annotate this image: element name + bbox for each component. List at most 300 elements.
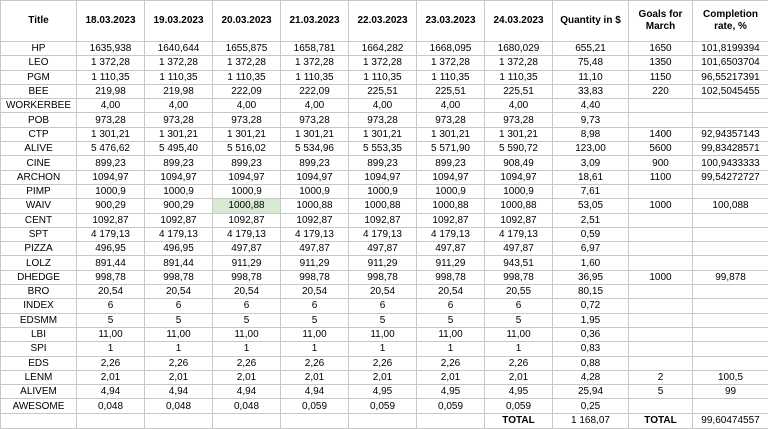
cell-date[interactable]: 4 179,13 <box>417 227 485 241</box>
cell-completion[interactable] <box>693 313 768 327</box>
cell-quantity[interactable]: 0,72 <box>553 299 629 313</box>
cell-date[interactable]: 891,44 <box>77 256 145 270</box>
cell-date[interactable]: 2,26 <box>349 356 417 370</box>
row-title[interactable]: HP <box>1 42 77 56</box>
cell-date[interactable]: 6 <box>145 299 213 313</box>
cell-date[interactable]: 0,048 <box>77 399 145 413</box>
cell-goal[interactable] <box>629 113 693 127</box>
row-title[interactable]: SPI <box>1 342 77 356</box>
cell-goal[interactable]: 1650 <box>629 42 693 56</box>
cell-date[interactable]: 1 <box>213 342 281 356</box>
cell-date[interactable]: 1000,88 <box>417 199 485 213</box>
cell-date[interactable]: 2,01 <box>145 370 213 384</box>
cell-date[interactable]: 943,51 <box>485 256 553 270</box>
cell-completion[interactable] <box>693 399 768 413</box>
cell-date[interactable]: 1 301,21 <box>77 127 145 141</box>
cell-date[interactable]: 2,26 <box>77 356 145 370</box>
cell-date[interactable]: 11,00 <box>349 327 417 341</box>
total-label-2[interactable]: TOTAL <box>629 413 693 428</box>
cell-date[interactable]: 1 110,35 <box>485 70 553 84</box>
cell-quantity[interactable]: 25,94 <box>553 385 629 399</box>
cell-date[interactable]: 11,00 <box>77 327 145 341</box>
cell-date[interactable]: 1092,87 <box>281 213 349 227</box>
header-date[interactable]: 22.03.2023 <box>349 1 417 42</box>
cell-date[interactable]: 899,23 <box>77 156 145 170</box>
cell-goal[interactable] <box>629 285 693 299</box>
cell-date[interactable]: 1000,9 <box>485 184 553 198</box>
cell-goal[interactable] <box>629 399 693 413</box>
row-title[interactable]: LEO <box>1 56 77 70</box>
header-date[interactable]: 21.03.2023 <box>281 1 349 42</box>
cell-quantity[interactable]: 0,59 <box>553 227 629 241</box>
total-cell-empty[interactable] <box>145 413 213 428</box>
row-title[interactable]: AWESOME <box>1 399 77 413</box>
cell-completion[interactable] <box>693 256 768 270</box>
cell-quantity[interactable]: 3,09 <box>553 156 629 170</box>
row-title[interactable]: INDEX <box>1 299 77 313</box>
cell-completion[interactable] <box>693 299 768 313</box>
cell-date[interactable]: 973,28 <box>281 113 349 127</box>
cell-quantity[interactable]: 8,98 <box>553 127 629 141</box>
cell-date[interactable]: 496,95 <box>145 242 213 256</box>
cell-date[interactable]: 1000,88 <box>213 199 281 213</box>
cell-date[interactable]: 1092,87 <box>485 213 553 227</box>
cell-date[interactable]: 225,51 <box>349 84 417 98</box>
cell-goal[interactable] <box>629 213 693 227</box>
cell-date[interactable]: 1 110,35 <box>349 70 417 84</box>
row-title[interactable]: PGM <box>1 70 77 84</box>
cell-date[interactable]: 1000,88 <box>485 199 553 213</box>
cell-date[interactable]: 911,29 <box>417 256 485 270</box>
cell-completion[interactable]: 96,55217391 <box>693 70 768 84</box>
cell-goal[interactable] <box>629 99 693 113</box>
cell-quantity[interactable]: 0,25 <box>553 399 629 413</box>
cell-date[interactable]: 222,09 <box>213 84 281 98</box>
header-date[interactable]: 18.03.2023 <box>77 1 145 42</box>
cell-quantity[interactable]: 80,15 <box>553 285 629 299</box>
cell-date[interactable]: 1 301,21 <box>281 127 349 141</box>
cell-goal[interactable]: 1150 <box>629 70 693 84</box>
cell-date[interactable]: 4,94 <box>77 385 145 399</box>
cell-goal[interactable] <box>629 356 693 370</box>
total-cell-empty[interactable] <box>281 413 349 428</box>
cell-date[interactable]: 1664,282 <box>349 42 417 56</box>
cell-date[interactable]: 911,29 <box>281 256 349 270</box>
cell-completion[interactable] <box>693 342 768 356</box>
cell-date[interactable]: 4,94 <box>145 385 213 399</box>
cell-date[interactable]: 5 <box>349 313 417 327</box>
cell-date[interactable]: 4,95 <box>417 385 485 399</box>
cell-date[interactable]: 1 301,21 <box>213 127 281 141</box>
cell-date[interactable]: 1655,875 <box>213 42 281 56</box>
cell-quantity[interactable]: 53,05 <box>553 199 629 213</box>
cell-date[interactable]: 4,00 <box>77 99 145 113</box>
cell-goal[interactable] <box>629 184 693 198</box>
cell-quantity[interactable]: 7,61 <box>553 184 629 198</box>
row-title[interactable]: WAIV <box>1 199 77 213</box>
cell-date[interactable]: 4,00 <box>485 99 553 113</box>
cell-date[interactable]: 1094,97 <box>417 170 485 184</box>
total-cell-empty[interactable] <box>417 413 485 428</box>
cell-date[interactable]: 1668,095 <box>417 42 485 56</box>
cell-completion[interactable] <box>693 285 768 299</box>
cell-date[interactable]: 11,00 <box>281 327 349 341</box>
cell-date[interactable]: 1000,9 <box>417 184 485 198</box>
cell-quantity[interactable]: 2,51 <box>553 213 629 227</box>
total-completion[interactable]: 99,60474557 <box>693 413 768 428</box>
cell-date[interactable]: 1092,87 <box>77 213 145 227</box>
cell-date[interactable]: 5 476,62 <box>77 142 145 156</box>
cell-date[interactable]: 219,98 <box>145 84 213 98</box>
cell-date[interactable]: 225,51 <box>417 84 485 98</box>
total-cell-empty[interactable] <box>77 413 145 428</box>
cell-date[interactable]: 1 110,35 <box>213 70 281 84</box>
cell-completion[interactable]: 101,8199394 <box>693 42 768 56</box>
cell-date[interactable]: 5 516,02 <box>213 142 281 156</box>
cell-date[interactable]: 4 179,13 <box>213 227 281 241</box>
cell-quantity[interactable]: 33,83 <box>553 84 629 98</box>
cell-date[interactable]: 899,23 <box>145 156 213 170</box>
cell-completion[interactable] <box>693 356 768 370</box>
cell-date[interactable]: 908,49 <box>485 156 553 170</box>
cell-date[interactable]: 891,44 <box>145 256 213 270</box>
cell-goal[interactable]: 900 <box>629 156 693 170</box>
cell-completion[interactable]: 102,5045455 <box>693 84 768 98</box>
cell-date[interactable]: 973,28 <box>485 113 553 127</box>
cell-date[interactable]: 5 <box>417 313 485 327</box>
cell-goal[interactable] <box>629 256 693 270</box>
cell-quantity[interactable]: 18,61 <box>553 170 629 184</box>
cell-date[interactable]: 5 590,72 <box>485 142 553 156</box>
cell-date[interactable]: 973,28 <box>349 113 417 127</box>
row-title[interactable]: LENM <box>1 370 77 384</box>
cell-date[interactable]: 1 <box>485 342 553 356</box>
cell-date[interactable]: 20,55 <box>485 285 553 299</box>
cell-date[interactable]: 5 <box>281 313 349 327</box>
cell-date[interactable]: 1 372,28 <box>485 56 553 70</box>
cell-date[interactable]: 2,26 <box>213 356 281 370</box>
total-quantity[interactable]: 1 168,07 <box>553 413 629 428</box>
cell-date[interactable]: 4 179,13 <box>485 227 553 241</box>
cell-date[interactable]: 1 301,21 <box>349 127 417 141</box>
cell-date[interactable]: 5 534,96 <box>281 142 349 156</box>
cell-date[interactable]: 899,23 <box>281 156 349 170</box>
cell-date[interactable]: 1 301,21 <box>485 127 553 141</box>
cell-date[interactable]: 1 <box>77 342 145 356</box>
cell-date[interactable]: 5 <box>77 313 145 327</box>
cell-date[interactable]: 4 179,13 <box>349 227 417 241</box>
cell-date[interactable]: 20,54 <box>145 285 213 299</box>
cell-date[interactable]: 1000,9 <box>281 184 349 198</box>
cell-date[interactable]: 6 <box>349 299 417 313</box>
cell-date[interactable]: 1092,87 <box>417 213 485 227</box>
cell-date[interactable]: 5 <box>213 313 281 327</box>
cell-date[interactable]: 1094,97 <box>349 170 417 184</box>
row-title[interactable]: POB <box>1 113 77 127</box>
cell-quantity[interactable]: 9,73 <box>553 113 629 127</box>
cell-quantity[interactable]: 655,21 <box>553 42 629 56</box>
cell-completion[interactable] <box>693 184 768 198</box>
cell-date[interactable]: 1680,029 <box>485 42 553 56</box>
cell-date[interactable]: 1000,9 <box>213 184 281 198</box>
cell-date[interactable]: 998,78 <box>213 270 281 284</box>
cell-completion[interactable] <box>693 327 768 341</box>
cell-quantity[interactable]: 6,97 <box>553 242 629 256</box>
total-cell-empty[interactable] <box>1 413 77 428</box>
cell-date[interactable]: 4,00 <box>417 99 485 113</box>
cell-goal[interactable] <box>629 327 693 341</box>
cell-date[interactable]: 497,87 <box>281 242 349 256</box>
total-label[interactable]: TOTAL <box>485 413 553 428</box>
cell-date[interactable]: 11,00 <box>213 327 281 341</box>
cell-date[interactable]: 4,94 <box>281 385 349 399</box>
row-title[interactable]: BEE <box>1 84 77 98</box>
cell-date[interactable]: 4,00 <box>213 99 281 113</box>
cell-date[interactable]: 2,26 <box>417 356 485 370</box>
row-title[interactable]: ALIVEM <box>1 385 77 399</box>
cell-date[interactable]: 5 <box>145 313 213 327</box>
cell-date[interactable]: 11,00 <box>417 327 485 341</box>
cell-goal[interactable]: 2 <box>629 370 693 384</box>
cell-date[interactable]: 1094,97 <box>77 170 145 184</box>
header-date[interactable]: 19.03.2023 <box>145 1 213 42</box>
cell-completion[interactable]: 99,54272727 <box>693 170 768 184</box>
cell-date[interactable]: 1 372,28 <box>145 56 213 70</box>
cell-date[interactable]: 900,29 <box>145 199 213 213</box>
cell-date[interactable]: 998,78 <box>485 270 553 284</box>
cell-date[interactable]: 6 <box>213 299 281 313</box>
cell-date[interactable]: 497,87 <box>485 242 553 256</box>
cell-date[interactable]: 4,00 <box>145 99 213 113</box>
cell-date[interactable]: 4,00 <box>281 99 349 113</box>
cell-date[interactable]: 4,94 <box>213 385 281 399</box>
row-title[interactable]: ALIVE <box>1 142 77 156</box>
cell-date[interactable]: 0,048 <box>213 399 281 413</box>
row-title[interactable]: LOLZ <box>1 256 77 270</box>
cell-goal[interactable] <box>629 342 693 356</box>
cell-date[interactable]: 0,059 <box>349 399 417 413</box>
cell-completion[interactable]: 99,878 <box>693 270 768 284</box>
cell-goal[interactable] <box>629 299 693 313</box>
cell-date[interactable]: 899,23 <box>213 156 281 170</box>
cell-goal[interactable]: 1350 <box>629 56 693 70</box>
cell-date[interactable]: 1 110,35 <box>417 70 485 84</box>
row-title[interactable]: LBI <box>1 327 77 341</box>
row-title[interactable]: DHEDGE <box>1 270 77 284</box>
cell-quantity[interactable]: 0,36 <box>553 327 629 341</box>
cell-quantity[interactable]: 1,95 <box>553 313 629 327</box>
cell-date[interactable]: 2,01 <box>281 370 349 384</box>
cell-date[interactable]: 1094,97 <box>145 170 213 184</box>
cell-completion[interactable] <box>693 227 768 241</box>
row-title[interactable]: ARCHON <box>1 170 77 184</box>
cell-goal[interactable]: 1400 <box>629 127 693 141</box>
row-title[interactable]: EDS <box>1 356 77 370</box>
cell-date[interactable]: 6 <box>281 299 349 313</box>
cell-completion[interactable]: 99 <box>693 385 768 399</box>
cell-date[interactable]: 1092,87 <box>145 213 213 227</box>
cell-date[interactable]: 2,01 <box>213 370 281 384</box>
cell-date[interactable]: 11,00 <box>485 327 553 341</box>
cell-date[interactable]: 497,87 <box>213 242 281 256</box>
cell-date[interactable]: 1000,88 <box>349 199 417 213</box>
cell-quantity[interactable]: 36,95 <box>553 270 629 284</box>
cell-date[interactable]: 4 179,13 <box>281 227 349 241</box>
cell-date[interactable]: 2,26 <box>281 356 349 370</box>
cell-quantity[interactable]: 4,28 <box>553 370 629 384</box>
cell-date[interactable]: 1 372,28 <box>213 56 281 70</box>
cell-quantity[interactable]: 1,60 <box>553 256 629 270</box>
cell-date[interactable]: 1640,644 <box>145 42 213 56</box>
cell-date[interactable]: 2,01 <box>485 370 553 384</box>
cell-date[interactable]: 2,01 <box>77 370 145 384</box>
cell-quantity[interactable]: 0,88 <box>553 356 629 370</box>
cell-date[interactable]: 497,87 <box>417 242 485 256</box>
cell-date[interactable]: 1 372,28 <box>349 56 417 70</box>
cell-date[interactable]: 1 110,35 <box>281 70 349 84</box>
cell-date[interactable]: 4,95 <box>485 385 553 399</box>
cell-goal[interactable] <box>629 242 693 256</box>
header-completion[interactable]: Completion rate, % <box>693 1 768 42</box>
cell-date[interactable]: 973,28 <box>77 113 145 127</box>
cell-date[interactable]: 1 <box>281 342 349 356</box>
cell-date[interactable]: 1092,87 <box>349 213 417 227</box>
cell-goal[interactable]: 5600 <box>629 142 693 156</box>
cell-date[interactable]: 11,00 <box>145 327 213 341</box>
cell-quantity[interactable]: 4,40 <box>553 99 629 113</box>
header-title[interactable]: Title <box>1 1 77 42</box>
cell-date[interactable]: 5 <box>485 313 553 327</box>
cell-date[interactable]: 1094,97 <box>281 170 349 184</box>
cell-date[interactable]: 1658,781 <box>281 42 349 56</box>
cell-quantity[interactable]: 123,00 <box>553 142 629 156</box>
cell-date[interactable]: 1 <box>417 342 485 356</box>
cell-date[interactable]: 1 110,35 <box>77 70 145 84</box>
cell-date[interactable]: 2,01 <box>349 370 417 384</box>
cell-completion[interactable]: 100,5 <box>693 370 768 384</box>
cell-quantity[interactable]: 75,48 <box>553 56 629 70</box>
cell-date[interactable]: 4 179,13 <box>77 227 145 241</box>
cell-quantity[interactable]: 0,83 <box>553 342 629 356</box>
cell-goal[interactable]: 1000 <box>629 199 693 213</box>
cell-date[interactable]: 1 372,28 <box>417 56 485 70</box>
cell-date[interactable]: 1 <box>349 342 417 356</box>
cell-goal[interactable]: 1000 <box>629 270 693 284</box>
cell-date[interactable]: 900,29 <box>77 199 145 213</box>
row-title[interactable]: PIMP <box>1 184 77 198</box>
cell-completion[interactable] <box>693 242 768 256</box>
cell-completion[interactable]: 92,94357143 <box>693 127 768 141</box>
cell-date[interactable]: 497,87 <box>349 242 417 256</box>
cell-date[interactable]: 998,78 <box>281 270 349 284</box>
cell-date[interactable]: 6 <box>485 299 553 313</box>
cell-date[interactable]: 0,059 <box>281 399 349 413</box>
cell-date[interactable]: 899,23 <box>417 156 485 170</box>
cell-completion[interactable] <box>693 213 768 227</box>
cell-date[interactable]: 911,29 <box>349 256 417 270</box>
cell-date[interactable]: 1000,9 <box>349 184 417 198</box>
cell-date[interactable]: 1 301,21 <box>145 127 213 141</box>
cell-date[interactable]: 1 110,35 <box>145 70 213 84</box>
total-cell-empty[interactable] <box>213 413 281 428</box>
cell-date[interactable]: 219,98 <box>77 84 145 98</box>
cell-completion[interactable]: 100,088 <box>693 199 768 213</box>
cell-date[interactable]: 20,54 <box>349 285 417 299</box>
cell-completion[interactable] <box>693 99 768 113</box>
cell-date[interactable]: 4,00 <box>349 99 417 113</box>
cell-date[interactable]: 0,059 <box>485 399 553 413</box>
header-goals[interactable]: Goals for March <box>629 1 693 42</box>
cell-date[interactable]: 222,09 <box>281 84 349 98</box>
cell-date[interactable]: 1 <box>145 342 213 356</box>
cell-date[interactable]: 20,54 <box>213 285 281 299</box>
cell-date[interactable]: 20,54 <box>281 285 349 299</box>
header-date[interactable]: 24.03.2023 <box>485 1 553 42</box>
row-title[interactable]: EDSMM <box>1 313 77 327</box>
cell-date[interactable]: 998,78 <box>349 270 417 284</box>
cell-goal[interactable]: 1100 <box>629 170 693 184</box>
header-date[interactable]: 20.03.2023 <box>213 1 281 42</box>
cell-goal[interactable]: 220 <box>629 84 693 98</box>
cell-date[interactable]: 2,26 <box>485 356 553 370</box>
cell-completion[interactable]: 101,6503704 <box>693 56 768 70</box>
cell-date[interactable]: 4 179,13 <box>145 227 213 241</box>
cell-date[interactable]: 1094,97 <box>213 170 281 184</box>
cell-goal[interactable]: 5 <box>629 385 693 399</box>
cell-date[interactable]: 899,23 <box>349 156 417 170</box>
cell-date[interactable]: 998,78 <box>417 270 485 284</box>
header-date[interactable]: 23.03.2023 <box>417 1 485 42</box>
cell-date[interactable]: 973,28 <box>145 113 213 127</box>
row-title[interactable]: CTP <box>1 127 77 141</box>
cell-date[interactable]: 225,51 <box>485 84 553 98</box>
row-title[interactable]: PIZZA <box>1 242 77 256</box>
cell-goal[interactable] <box>629 227 693 241</box>
cell-date[interactable]: 5 495,40 <box>145 142 213 156</box>
header-quantity[interactable]: Quantity in $ <box>553 1 629 42</box>
cell-date[interactable]: 1 372,28 <box>281 56 349 70</box>
cell-date[interactable]: 998,78 <box>77 270 145 284</box>
cell-date[interactable]: 6 <box>77 299 145 313</box>
cell-goal[interactable] <box>629 313 693 327</box>
cell-date[interactable]: 1000,9 <box>77 184 145 198</box>
row-title[interactable]: BRO <box>1 285 77 299</box>
cell-date[interactable]: 1 372,28 <box>77 56 145 70</box>
cell-date[interactable]: 20,54 <box>417 285 485 299</box>
row-title[interactable]: CENT <box>1 213 77 227</box>
row-title[interactable]: CINE <box>1 156 77 170</box>
total-cell-empty[interactable] <box>349 413 417 428</box>
cell-date[interactable]: 973,28 <box>417 113 485 127</box>
cell-date[interactable]: 5 553,35 <box>349 142 417 156</box>
cell-date[interactable]: 1 301,21 <box>417 127 485 141</box>
row-title[interactable]: WORKERBEE <box>1 99 77 113</box>
cell-completion[interactable]: 100,9433333 <box>693 156 768 170</box>
cell-date[interactable]: 4,95 <box>349 385 417 399</box>
cell-date[interactable]: 496,95 <box>77 242 145 256</box>
cell-date[interactable]: 0,059 <box>417 399 485 413</box>
cell-date[interactable]: 2,01 <box>417 370 485 384</box>
cell-date[interactable]: 973,28 <box>213 113 281 127</box>
cell-quantity[interactable]: 11,10 <box>553 70 629 84</box>
cell-date[interactable]: 1000,9 <box>145 184 213 198</box>
cell-date[interactable]: 1094,97 <box>485 170 553 184</box>
cell-date[interactable]: 6 <box>417 299 485 313</box>
cell-date[interactable]: 998,78 <box>145 270 213 284</box>
cell-date[interactable]: 1000,88 <box>281 199 349 213</box>
cell-date[interactable]: 1635,938 <box>77 42 145 56</box>
cell-date[interactable]: 5 571,90 <box>417 142 485 156</box>
